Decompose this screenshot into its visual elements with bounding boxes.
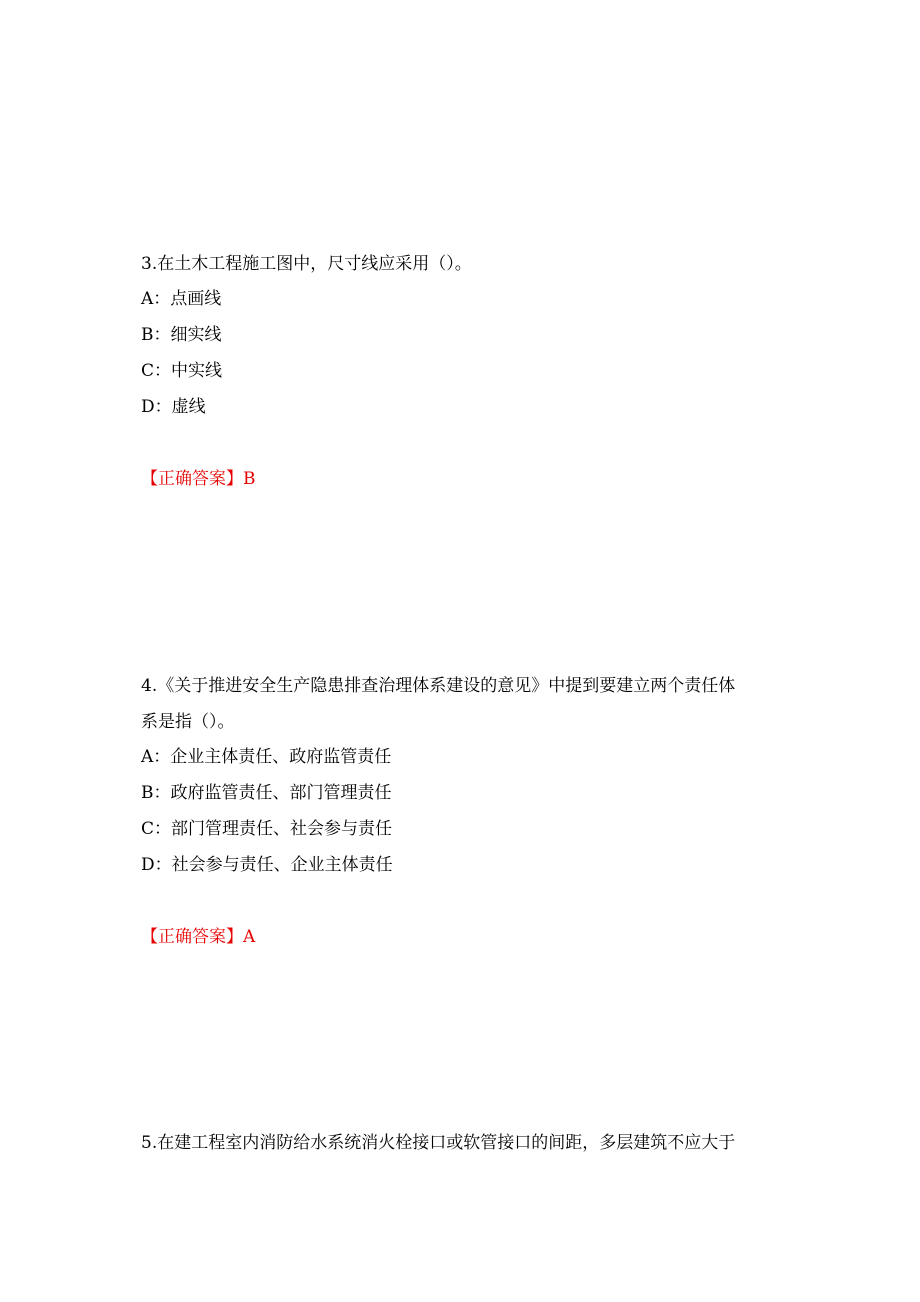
question-5-stem: 5.在建工程室内消防给水系统消火栓接口或软管接口的间距，多层建筑不应大于 [141, 1133, 736, 1153]
question-3-option-d: D：虚线 [141, 397, 206, 417]
question-3-option-c: C：中实线 [141, 361, 223, 381]
question-4-option-c: C：部门管理责任、社会参与责任 [141, 819, 393, 839]
question-4-option-d: D：社会参与责任、企业主体责任 [141, 855, 393, 875]
question-3-stem: 3.在土木工程施工图中，尺寸线应采用（）。 [141, 254, 472, 274]
question-3-option-b: B：细实线 [141, 325, 222, 345]
question-3-option-a: A：点画线 [141, 289, 222, 309]
question-4-option-a: A：企业主体责任、政府监管责任 [141, 747, 392, 767]
question-3-answer: 【正确答案】B [141, 469, 256, 489]
question-4-stem-line-2: 系是指（）。 [141, 712, 235, 732]
question-4-option-b: B：政府监管责任、部门管理责任 [141, 783, 392, 803]
question-4-stem-line-1: 4.《关于推进安全生产隐患排查治理体系建设的意见》中提到要建立两个责任体 [141, 676, 736, 696]
question-4-answer: 【正确答案】A [141, 927, 256, 947]
